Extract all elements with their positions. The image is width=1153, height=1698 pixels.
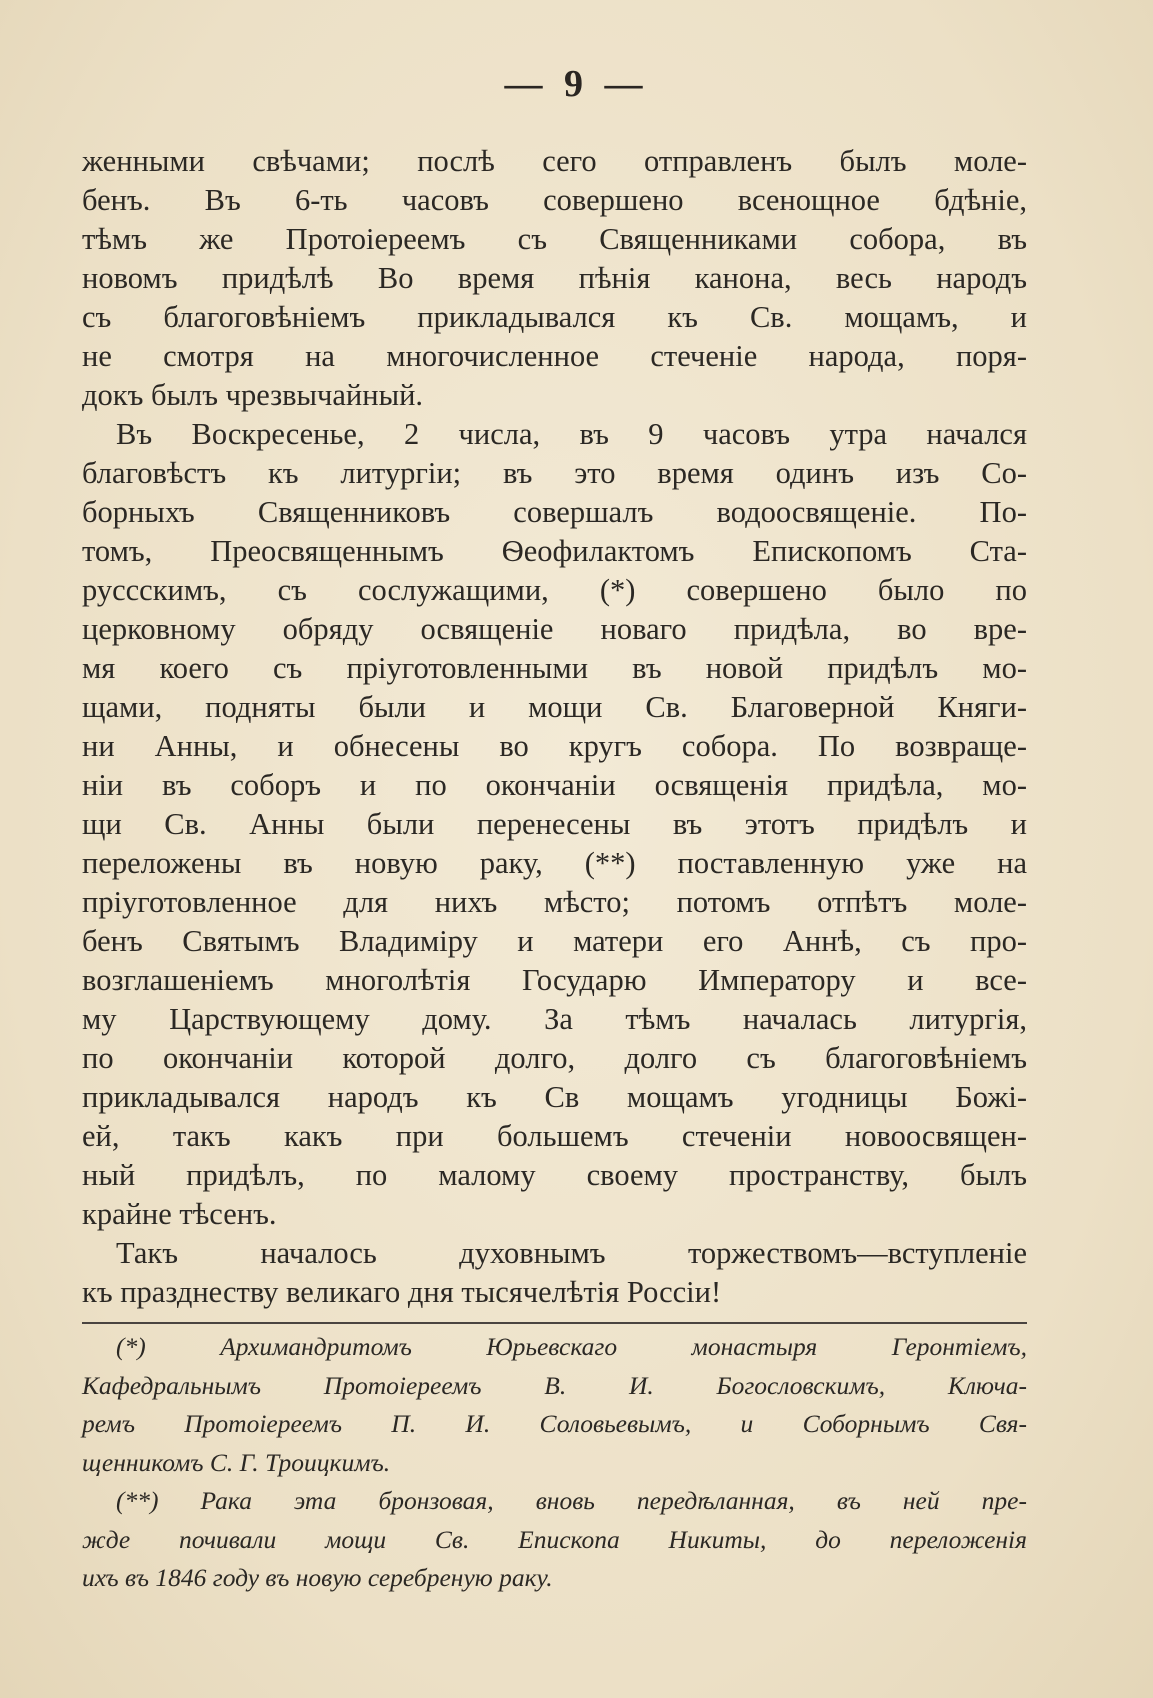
text-line: Въ Воскресенье, 2 числа, въ 9 часовъ утра начался <box>116 417 1027 451</box>
text-line: бенъ Святымъ Владиміру и матери его Аннѣ, съ про- <box>82 924 1027 958</box>
footnote-divider <box>82 1322 1027 1324</box>
text-line: церковному обряду освященіе новаго придѣла, во вре- <box>82 612 1027 646</box>
footnote-line: (*) Архимандритомъ Юрьевскаго монастыря Геронтіемъ, <box>116 1332 1027 1361</box>
text-line: новомъ придѣлѣ Во время пѣнія канона, весь народъ <box>82 261 1027 295</box>
text-line: тѣмъ же Протоіереемъ съ Священниками собора, въ <box>82 222 1027 256</box>
body-text <box>82 142 1027 1312</box>
text-line: ни Анны, и обнесены во кругъ собора. По возвраще- <box>82 729 1027 763</box>
text-line: ей, такъ какъ при большемъ стеченіи новоосвящен- <box>82 1119 1027 1153</box>
text-line: по окончаніи которой долго, долго съ благоговѣніемъ <box>82 1041 1027 1075</box>
text-line: ный придѣлъ, по малому своему пространству, былъ <box>82 1158 1027 1192</box>
footnote-line: жде почивали мощи Св. Епископа Никиты, до переложенія <box>82 1524 1027 1554</box>
footnote-line: щенникомъ С. Г. Троицкимъ. <box>82 1447 391 1477</box>
text-line: крайне тѣсенъ. <box>82 1197 277 1231</box>
text-line: прикладывался народъ къ Св мощамъ угодницы Божі- <box>82 1080 1027 1114</box>
footnote-line: Кафедральнымъ Протоіереемъ В. И. Богословскимъ, Ключа- <box>82 1370 1027 1400</box>
text-line: томъ, Преосвященнымъ Ѳеофилактомъ Епископомъ Ста- <box>82 534 1027 568</box>
text-line: бенъ. Въ 6-ть часовъ совершено всенощное бдѣніе, <box>82 183 1027 217</box>
text-line: переложены въ новую раку, (**) поставленную уже на <box>82 846 1027 880</box>
footnote-line: ремъ Протоіереемъ П. И. Соловьевымъ, и Соборнымъ Свя- <box>82 1409 1027 1438</box>
text-line: не смотря на многочисленное стеченіе народа, поря- <box>82 339 1027 373</box>
text-line: руссскимъ, съ сослужащими, (*) совершено было по <box>82 573 1027 607</box>
text-line: къ празднеству великаго дня тысячелѣтія Россіи! <box>82 1275 722 1309</box>
text-line: мя коего съ пріуготовленными въ новой придѣлъ мо- <box>82 651 1027 685</box>
text-line: съ благоговѣніемъ прикладывался къ Св. мощамъ, и <box>82 300 1027 334</box>
text-line: женными свѣчами; послѣ сего отправленъ былъ моле- <box>82 144 1027 178</box>
text-line: Такъ началось духовнымъ торжествомъ—вступленіе <box>116 1236 1027 1270</box>
text-line: борныхъ Священниковъ совершалъ водоосвященіе. По- <box>82 495 1027 529</box>
footnote-line: (**) Рака эта бронзовая, вновь передѣланная, въ ней пре- <box>116 1486 1027 1515</box>
text-line: му Царствующему дому. За тѣмъ началась литургія, <box>82 1002 1027 1036</box>
footnotes <box>82 1328 1027 1598</box>
text-line: щи Св. Анны были перенесены въ этотъ придѣлъ и <box>82 807 1027 841</box>
text-line: ніи въ соборъ и по окончаніи освященія придѣла, мо- <box>82 768 1027 802</box>
page-number: — 9 — <box>504 63 649 105</box>
text-line: щами, подняты были и мощи Св. Благоверной Княги- <box>82 690 1027 724</box>
text-line: пріуготовленное для нихъ мѣсто; потомъ отпѣтъ моле- <box>82 885 1027 919</box>
footnote-line: ихъ въ 1846 году въ новую серебреную раку. <box>82 1563 553 1592</box>
text-line: возглашеніемъ многолѣтія Государю Императору и все- <box>82 963 1027 997</box>
text-line: докъ былъ чрезвычайный. <box>82 378 424 412</box>
text-line: благовѣстъ къ литургіи; въ это время одинъ изъ Со- <box>82 456 1027 490</box>
